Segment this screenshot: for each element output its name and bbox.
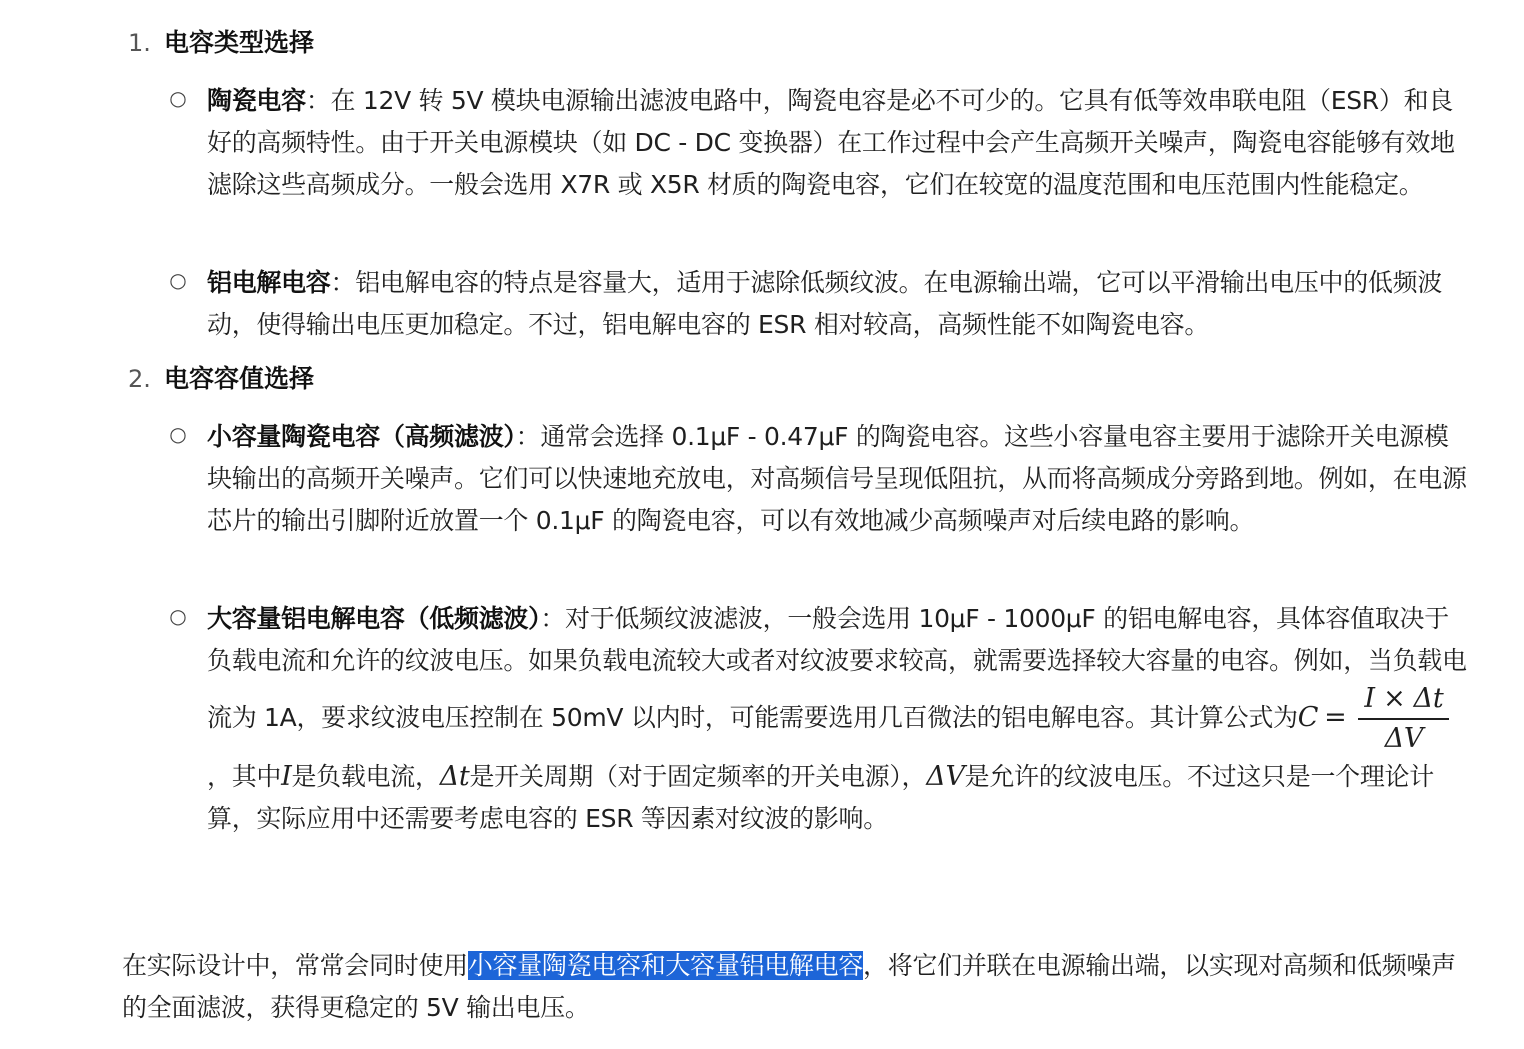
item-text: ，其中 (207, 762, 282, 791)
list-number: 2. (128, 365, 151, 393)
formula-fraction (1358, 682, 1449, 756)
conclusion-text: ，将它们并联在电源输出端，以实现对高频和低频噪声的全面滤波，获得更稳定的 5V 输出电压。 (122, 951, 1456, 1022)
item-text: 是允许的纹波电压。不过这只是一个理论计算，实际应用中还需要考虑电容的 ESR 等因素对纹波的影响。 (207, 762, 1434, 833)
formula-lhs: C (1297, 702, 1319, 733)
term-separator: ： (515, 422, 541, 451)
list-item-aluminum (207, 262, 1472, 346)
selected-text-highlight[interactable]: 小容量陶瓷电容和大容量铝电解电容 (467, 951, 864, 980)
item-text: 是负载电流， (291, 762, 440, 791)
bullet-circle-icon: ○ (169, 86, 187, 110)
item-text: 对于低频纹波滤波，一般会选用 10μF - 1000μF 的铝电解电容，具体容值取决于负载电流和允许的纹波电压。如果负载电流较大或者对纹波要求较高，就需要选择较大容量的电容。例如，当负载电流为 1A，要求纹波电压控制在 50mV 以内时，可能需要选用几百微法的铝电解电容。其计算公式为 (207, 604, 1467, 732)
term-separator: ： (540, 604, 566, 633)
term-label: 陶瓷电容 (207, 86, 306, 115)
var-ripple: ΔV (926, 761, 965, 792)
bullet-circle-icon: ○ (169, 268, 187, 292)
conclusion-paragraph (122, 945, 1472, 1029)
formula-numerator: I × Δt (1358, 682, 1449, 720)
term-separator: ： (330, 268, 356, 297)
item-text: 通常会选择 0.1μF - 0.47μF 的陶瓷电容。这些小容量电容主要用于滤除开关电源模块输出的高频开关噪声。它们可以快速地充放电，对高频信号呈现低阻抗，从而将高频成分旁路到地。例如，在电源芯片的输出引脚附近放置一个 0.1μF 的陶瓷电容，可以有效地减少高频噪声对后续电路的影响。 (207, 422, 1467, 535)
section-title: 电容类型选择 (164, 28, 315, 57)
var-current: I (281, 761, 292, 792)
section-title: 电容容值选择 (164, 364, 315, 393)
list-item-small-ceramic (207, 416, 1472, 542)
item-text: 在 12V 转 5V 模块电源输出滤波电路中，陶瓷电容是必不可少的。它具有低等效串联电阻（ESR）和良好的高频特性。由于开关电源模块（如 DC - DC 变换器）在工作过程中会产生高频开关噪声，陶瓷电容能够有效地滤除这些高频成分。一般会选用 X7R 或 X5R 材质的陶瓷电容，它们在较宽的温度范围和电压范围内性能稳定。 (207, 86, 1455, 199)
term-label: 铝电解电容 (207, 268, 331, 297)
item-text: 是开关周期（对于固定频率的开关电源）， (469, 762, 927, 791)
formula-denominator: ΔV (1384, 723, 1424, 754)
term-label: 小容量陶瓷电容（高频滤波） (207, 422, 516, 451)
formula-equals: = (1324, 702, 1347, 733)
conclusion-text: 在实际设计中，常常会同时使用 (122, 951, 468, 980)
bullet-circle-icon: ○ (169, 604, 187, 628)
list-number: 1. (128, 29, 151, 57)
term-label: 大容量铝电解电容（低频滤波） (207, 604, 541, 633)
var-period: Δt (439, 761, 470, 792)
list-item-2-heading (128, 364, 314, 394)
list-item-1-heading (128, 28, 314, 58)
list-item-ceramic (207, 80, 1472, 206)
item-text: 铝电解电容的特点是容量大，适用于滤除低频纹波。在电源输出端，它可以平滑输出电压中的低频波动，使得输出电压更加稳定。不过，铝电解电容的 ESR 相对较高，高频性能不如陶瓷电容。 (207, 268, 1443, 339)
list-item-large-aluminum (207, 598, 1472, 840)
term-separator: ： (305, 86, 331, 115)
bullet-circle-icon: ○ (169, 422, 187, 446)
